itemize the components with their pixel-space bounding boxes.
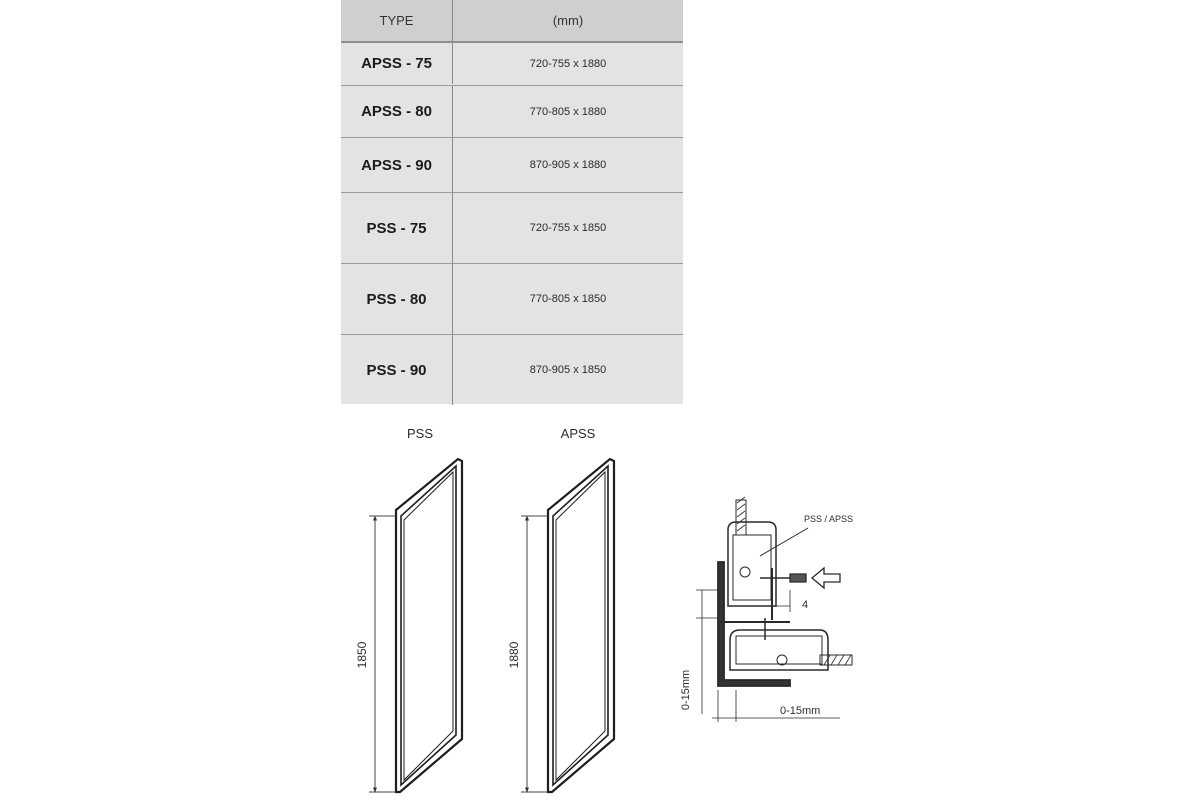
row-dimensions: 870-905 x 1880 <box>529 159 607 171</box>
table-row <box>341 263 683 334</box>
row-type: APSS - 75 <box>341 43 453 84</box>
row-type: PSS - 80 <box>341 264 453 334</box>
header-dimensions: (mm) <box>552 13 584 28</box>
row-dimensions: 720-755 x 1850 <box>529 222 607 234</box>
pss-panel-drawing <box>355 426 462 792</box>
apss-height-label: 1880 <box>507 641 521 669</box>
pss-height-label: 1850 <box>355 641 369 669</box>
detail-gap-label: 4 <box>802 599 809 611</box>
technical-drawing <box>0 404 1200 800</box>
detail-callout-label: PSS / APSS <box>804 514 854 524</box>
detail-vertical-range-label: 0-15mm <box>680 669 692 711</box>
table-header-row <box>341 0 683 43</box>
apss-panel-drawing <box>507 426 614 792</box>
row-dimensions: 770-805 x 1880 <box>529 105 607 118</box>
profile-detail-drawing <box>696 497 852 722</box>
row-type: PSS - 75 <box>341 193 453 263</box>
table-row <box>341 43 683 84</box>
row-dimensions: 720-755 x 1880 <box>529 57 607 70</box>
pss-label: PSS <box>406 426 434 441</box>
dimensions-table <box>341 0 683 404</box>
row-dimensions: 770-805 x 1850 <box>529 293 607 305</box>
row-dimensions: 870-905 x 1850 <box>529 364 607 376</box>
row-type: APSS - 90 <box>341 138 453 192</box>
table-row <box>341 192 683 263</box>
apss-label: APSS <box>560 426 596 441</box>
row-type: APSS - 80 <box>341 86 453 137</box>
table-row <box>341 137 683 192</box>
row-type: PSS - 90 <box>341 335 453 405</box>
header-type: TYPE <box>341 0 453 41</box>
detail-horizontal-range-label: 0-15mm <box>780 705 821 717</box>
table-row <box>341 334 683 405</box>
table-row <box>341 85 683 137</box>
